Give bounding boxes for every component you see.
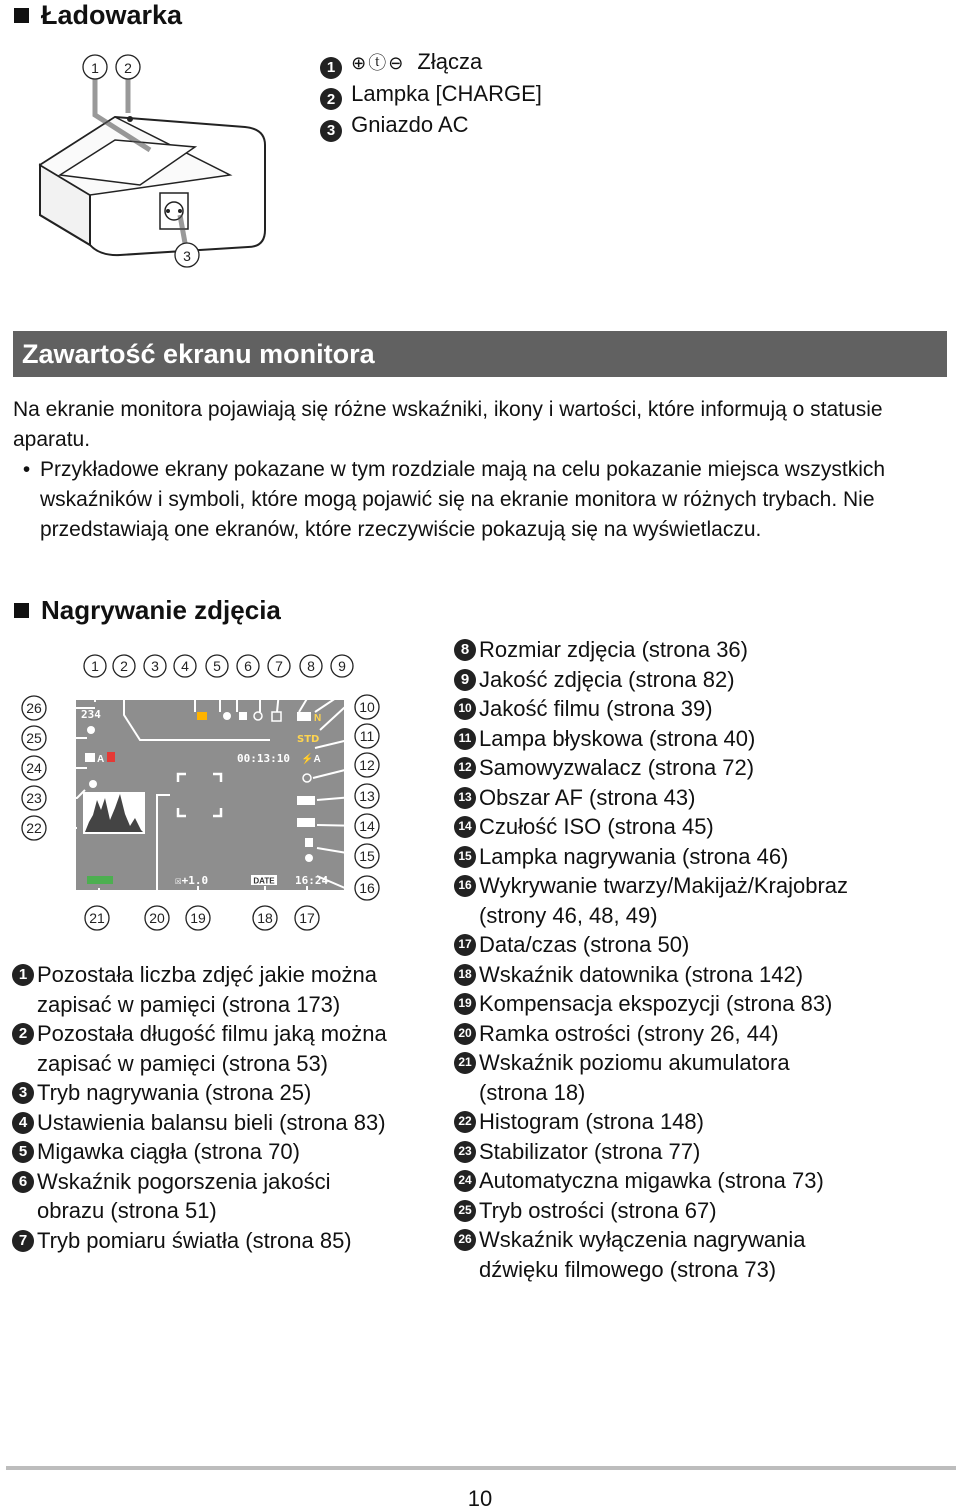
- item-text: [479, 665, 954, 695]
- callout-3: [175, 243, 199, 267]
- item-text-line: Ramka ostrości (strony 26, 44): [479, 1020, 779, 1046]
- item-text: [37, 960, 442, 1019]
- description-item: [454, 753, 954, 783]
- item-number: 4: [12, 1112, 34, 1134]
- section-banner: Zawartość ekranu monitora: [13, 331, 947, 377]
- bullet-paragraph: [13, 455, 948, 545]
- stabilizer-icon: [89, 780, 97, 788]
- svg-text:20: 20: [149, 910, 165, 926]
- item-text-line: Data/czas (strona 50): [479, 932, 690, 957]
- focus-mode-icon: [87, 726, 95, 734]
- legend-text: Złącza: [417, 49, 483, 74]
- histogram: [83, 792, 145, 834]
- item-text-line: Jakość filmu (strona 39): [479, 696, 713, 721]
- charger-legend-item: [320, 110, 542, 142]
- description-item: [454, 1048, 954, 1107]
- item-number: 6: [12, 1171, 34, 1193]
- callout-1: [83, 55, 107, 79]
- continuous-shutter-icon: [239, 712, 247, 720]
- description-item: [454, 783, 954, 813]
- camera-mode-icon: [197, 712, 207, 720]
- item-number: 25: [454, 1200, 476, 1222]
- face-detect-icon: [305, 854, 313, 862]
- item-number: 24: [454, 1170, 476, 1192]
- item-number: 12: [454, 757, 476, 779]
- item-text-line: (strony 46, 48, 49): [479, 902, 658, 928]
- item-text-line: Wskaźnik wyłączenia nagrywania: [479, 1227, 806, 1252]
- description-item: [454, 694, 954, 724]
- svg-text:2: 2: [124, 60, 132, 76]
- item-text-line: Kompensacja ekspozycji (strona 83): [479, 991, 833, 1016]
- item-text: [479, 871, 954, 930]
- callout-2: [116, 55, 140, 79]
- right-description-list: [454, 635, 954, 1284]
- item-number: 9: [454, 669, 476, 691]
- item-text: [479, 960, 954, 990]
- description-item: [454, 1196, 954, 1226]
- svg-text:15: 15: [359, 848, 375, 864]
- item-text-line: Obszar AF (strona 43): [479, 784, 696, 810]
- item-text-line: Ustawienia balansu bieli (strona 83): [37, 1109, 386, 1135]
- item-text: [479, 635, 954, 665]
- recording-heading: [14, 595, 281, 626]
- description-item: [12, 1078, 442, 1108]
- legend-text: Lampka [CHARGE]: [351, 80, 542, 106]
- image-size-icon: [297, 712, 311, 721]
- svg-text:9: 9: [338, 658, 346, 674]
- item-number: 2: [12, 1023, 34, 1045]
- description-item: [454, 1225, 954, 1284]
- item-text-line: Jakość zdjęcia (strona 82): [479, 666, 735, 692]
- left-description-list: [12, 960, 442, 1255]
- item-text: [479, 724, 954, 754]
- item-number: 21: [454, 1052, 476, 1074]
- item-text-line: Histogram (strona 148): [479, 1109, 704, 1134]
- item-number: 16: [454, 875, 476, 897]
- svg-text:26: 26: [26, 700, 42, 716]
- svg-text:13: 13: [359, 788, 375, 804]
- item-text: [479, 1019, 954, 1049]
- recording-heading-text: Nagrywanie zdjęcia: [41, 595, 281, 625]
- item-text-line: Automatyczna migawka (strona 73): [479, 1168, 824, 1193]
- af-area-icon: [297, 796, 315, 805]
- white-balance-icon: [223, 712, 231, 720]
- description-item: [454, 1107, 954, 1137]
- item-text-line: zapisać w pamięci (strona 173): [37, 991, 341, 1017]
- description-item: [12, 1019, 442, 1078]
- item-text: [479, 783, 954, 813]
- svg-text:23: 23: [26, 790, 42, 806]
- description-item: [12, 1108, 442, 1138]
- description-item: [454, 930, 954, 960]
- iso-icon: [297, 818, 315, 827]
- shots-left-readout: 234: [81, 708, 101, 721]
- description-item: [454, 665, 954, 695]
- svg-text:22: 22: [26, 820, 42, 836]
- item-number: 26: [454, 1229, 476, 1251]
- item-text: [479, 1196, 954, 1226]
- item-text: [37, 1167, 442, 1226]
- svg-text:24: 24: [26, 760, 42, 776]
- item-text-line: Migawka ciągła (strona 70): [37, 1139, 300, 1164]
- svg-text:10: 10: [359, 699, 375, 715]
- svg-text:2: 2: [120, 658, 128, 674]
- item-number: 3: [12, 1082, 34, 1104]
- svg-text:25: 25: [26, 730, 42, 746]
- item-text-line: Samowyzwalacz (strona 72): [479, 755, 755, 780]
- legend-text: Gniazdo AC: [351, 112, 469, 137]
- description-item: [454, 1166, 954, 1196]
- svg-text:11: 11: [359, 728, 375, 744]
- svg-text:18: 18: [257, 910, 273, 926]
- description-item: [454, 812, 954, 842]
- item-text: [37, 1078, 442, 1108]
- item-text: [479, 1048, 954, 1107]
- item-text-line: Lampka nagrywania (strona 46): [479, 843, 789, 869]
- ev-readout: [175, 874, 208, 887]
- item-text-line: Tryb nagrywania (strona 25): [37, 1080, 312, 1105]
- svg-text:8: 8: [307, 658, 315, 674]
- svg-text:5: 5: [213, 658, 221, 674]
- quality-n-icon: N: [314, 713, 322, 724]
- description-item: [454, 724, 954, 754]
- item-number: 10: [454, 698, 476, 720]
- item-number: 18: [454, 964, 476, 986]
- item-number: 23: [454, 1141, 476, 1163]
- item-number: 14: [454, 816, 476, 838]
- item-text-line: Wskaźnik pogorszenia jakości: [37, 1168, 331, 1194]
- item-number: 20: [454, 1023, 476, 1045]
- item-text: [479, 1225, 954, 1284]
- item-number: 11: [454, 728, 476, 750]
- svg-text:3: 3: [183, 248, 191, 264]
- recording-light-icon: [305, 838, 313, 847]
- charger-heading: [14, 0, 182, 31]
- item-number: 17: [454, 934, 476, 956]
- legend-number: 1: [320, 57, 342, 79]
- description-item: [454, 989, 954, 1019]
- heading-square-icon: [14, 8, 29, 23]
- terminal-symbols: ⊕ⓣ⊖: [351, 53, 406, 73]
- description-item: [12, 1167, 442, 1226]
- item-text: [37, 1108, 442, 1138]
- svg-text:14: 14: [359, 818, 375, 834]
- ev-icon: ☒: [175, 874, 182, 887]
- item-text-line: obrazu (strona 51): [37, 1198, 217, 1223]
- item-text: [479, 694, 954, 724]
- item-text: [479, 989, 954, 1019]
- item-text-line: Tryb pomiaru światła (strona 85): [37, 1227, 352, 1253]
- description-item: [454, 960, 954, 990]
- top-callouts: [84, 655, 353, 677]
- description-item: [454, 1137, 954, 1167]
- item-text-line: (strona 18): [479, 1079, 586, 1105]
- item-text-line: dźwięku filmowego (strona 73): [479, 1256, 777, 1282]
- charger-legend: [320, 47, 542, 142]
- item-text: [37, 1019, 442, 1078]
- svg-text:1: 1: [91, 60, 99, 76]
- description-item: [12, 960, 442, 1019]
- item-number: 5: [12, 1141, 34, 1163]
- item-text: [479, 1107, 954, 1137]
- svg-text:3: 3: [151, 658, 159, 674]
- charger-heading-text: Ładowarka: [41, 0, 183, 30]
- item-text-line: Pozostała długość filmu jaką można: [37, 1021, 387, 1046]
- charger-illustration: [20, 45, 270, 275]
- item-text: [479, 1137, 954, 1167]
- legend-number: 3: [320, 120, 342, 142]
- item-text-line: Tryb ostrości (strona 67): [479, 1197, 717, 1223]
- auto-shutter-icon: [85, 753, 95, 762]
- item-text-line: Rozmiar zdjęcia (strona 36): [479, 637, 748, 662]
- left-callouts: [22, 696, 46, 840]
- description-item: [454, 842, 954, 872]
- item-number: 22: [454, 1111, 476, 1133]
- item-number: 19: [454, 993, 476, 1015]
- description-item: [454, 635, 954, 665]
- svg-text:12: 12: [359, 757, 375, 773]
- heading-square-icon: [14, 603, 29, 618]
- movie-time-readout: 00:13:10: [237, 752, 290, 765]
- charger-legend-item: [320, 47, 542, 79]
- svg-text:1: 1: [91, 658, 99, 674]
- footer-divider: [6, 1466, 956, 1470]
- time-readout: 16:24: [295, 874, 329, 887]
- bottom-callouts: [85, 906, 319, 930]
- auto-shutter-a: A: [97, 754, 105, 765]
- flash-icon: ⚡A: [301, 754, 321, 765]
- item-text-line: zapisać w pamięci (strona 53): [37, 1050, 329, 1076]
- intro-paragraph: Na ekranie monitora pojawiają się różne wskaźniki, ikony i wartości, które informują o statusie aparatu.: [13, 398, 883, 451]
- item-text-line: Wskaźnik poziomu akumulatora: [479, 1050, 790, 1075]
- svg-text:7: 7: [275, 658, 283, 674]
- item-text-line: Wykrywanie twarzy/Makijaż/Krajobraz: [479, 873, 849, 898]
- item-text: [479, 930, 954, 960]
- description-item: [454, 871, 954, 930]
- description-item: [454, 1019, 954, 1049]
- charger-legend-item: [320, 79, 542, 111]
- monitor-diagram: [15, 650, 395, 935]
- movie-quality-readout: STD: [297, 734, 320, 745]
- right-callouts: [355, 695, 379, 900]
- item-number: 13: [454, 787, 476, 809]
- item-text-line: Pozostała liczba zdjęć jakie można: [37, 962, 377, 987]
- svg-text:6: 6: [244, 658, 252, 674]
- svg-text:21: 21: [89, 910, 105, 926]
- item-number: 7: [12, 1230, 34, 1252]
- bullet-text: Przykładowe ekrany pokazane w tym rozdziale mają na celu pokazanie miejsca wszystkich wskaźników i symboli, które mogą pojawić się na ekranie monitora w różnych trybach. Nie przedstawiają one ekranów, które rzeczywiście pokazują się na wyświetlaczu.: [40, 458, 886, 541]
- svg-text:4: 4: [181, 658, 189, 674]
- item-text: [479, 812, 954, 842]
- item-text: [479, 753, 954, 783]
- item-text-line: Czułość ISO (strona 45): [479, 814, 714, 839]
- item-text: [37, 1226, 442, 1256]
- item-text: [37, 1137, 442, 1167]
- item-text: [479, 842, 954, 872]
- item-text-line: Lampa błyskowa (strona 40): [479, 725, 756, 751]
- bullet-icon: •: [22, 458, 31, 481]
- item-text: [479, 1166, 954, 1196]
- item-text-line: Wskaźnik datownika (strona 142): [479, 961, 804, 987]
- ev-value: +1.0: [181, 874, 209, 887]
- legend-number: 2: [320, 88, 342, 110]
- description-item: [12, 1137, 442, 1167]
- item-number: 1: [12, 964, 34, 986]
- item-text-line: Stabilizator (strona 77): [479, 1138, 701, 1164]
- description-item: [12, 1226, 442, 1256]
- item-number: 8: [454, 639, 476, 661]
- item-number: 15: [454, 846, 476, 868]
- svg-text:17: 17: [299, 910, 315, 926]
- svg-text:16: 16: [359, 880, 375, 896]
- audio-off-icon: [107, 752, 115, 762]
- svg-text:19: 19: [190, 910, 206, 926]
- page-number: 10: [467, 1486, 493, 1511]
- battery-icon: [87, 876, 113, 884]
- date-stamp-label: DATE: [253, 876, 275, 886]
